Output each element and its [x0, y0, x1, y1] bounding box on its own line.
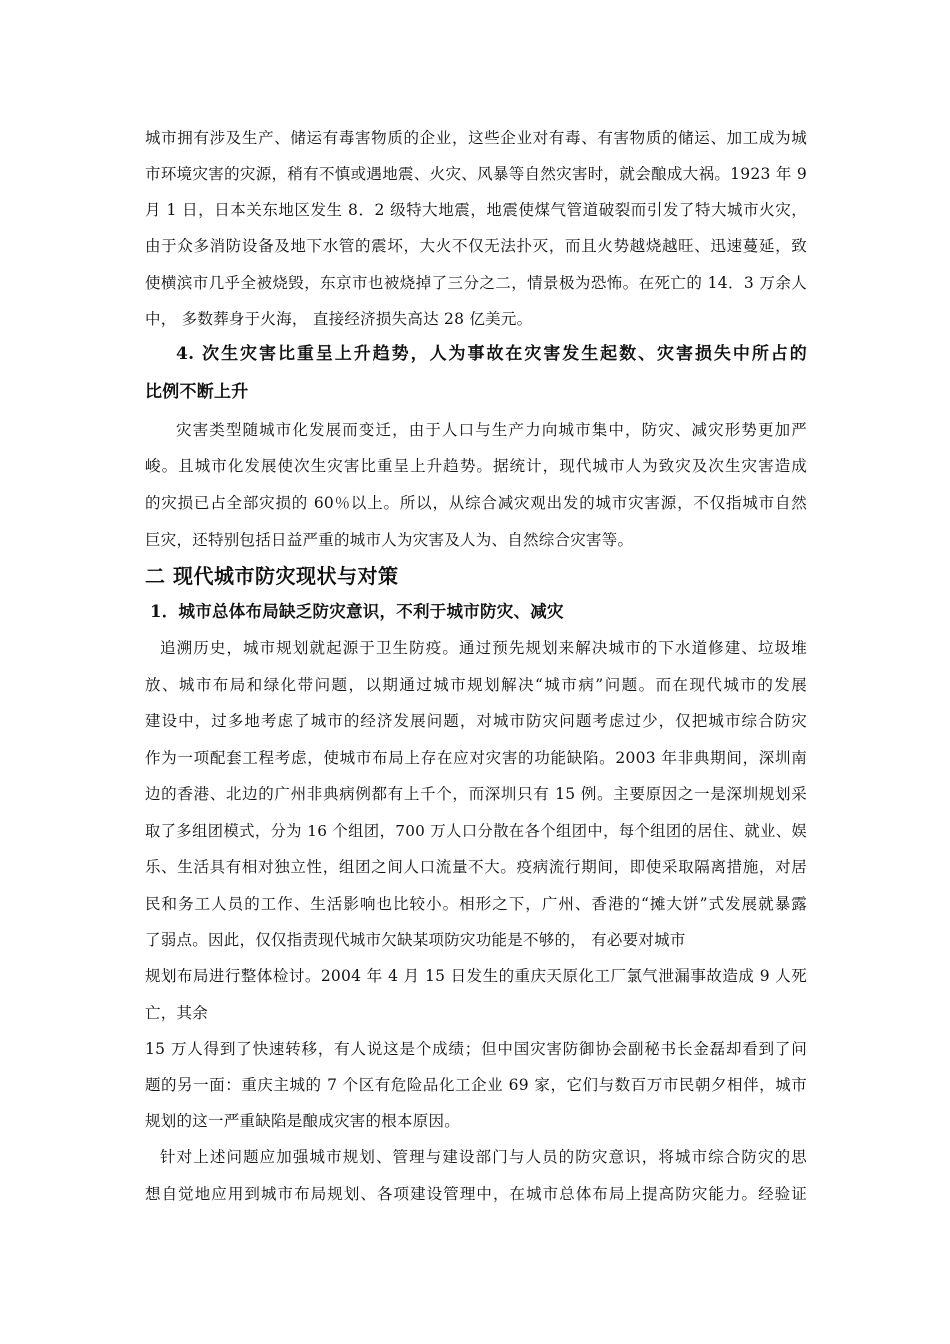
paragraph-3-line-8: 民和务工人员的工作、生活影响也比较小。相形之下，广州、香港的“摊大饼”式发展就暴露 — [145, 895, 807, 913]
paragraph-3-line-12: 15 万人得到了快速转移，有人说这是个成绩；但中国灾害防御协会副秘书长金磊却看到了问 — [145, 1040, 807, 1058]
paragraph-1-line-5: 使横滨市几乎全被烧毁，东京市也被烧掉了三分之二，情景极为恐怖。在死亡的 14．3 万余人 — [145, 274, 807, 292]
paragraph-2-line-3: 的灾损已占全部灾损的 60％以上。所以，从综合减灾观出发的城市灾害源，不仅指城市自然 — [145, 494, 807, 512]
paragraph-3-line-5: 边的香港、北边的广州非典病例都有上千个，而深圳只有 15 例。主要原因之一是深圳规划采 — [145, 785, 807, 803]
paragraph-3-line-9: 了弱点。因此，仅仅指责现代城市欠缺某项防灾功能是不够的， 有必要对城市 — [145, 931, 686, 949]
paragraph-1-line-2: 市环境灾害的灾源，稍有不慎或遇地震、火灾、风暴等自然灾害时，就会酿成大祸。1923 年 9 — [145, 165, 807, 183]
paragraph-4-line-2: 想自觉地应用到城市布局规划、各项建设管理中，在城市总体布局上提高防灾能力。经验证 — [145, 1185, 807, 1203]
paragraph-4-line-1: 针对上述问题应加强城市规划、管理与建设部门与人员的防灾意识，将城市综合防灾的思 — [160, 1148, 807, 1166]
paragraph-1-line-6: 中， 多数葬身于火海， 直接经济损失高达 28 亿美元。 — [145, 310, 533, 328]
paragraph-2-line-4: 巨灾，还特别包括日益严重的城市人为灾害及人为、自然综合灾害等。 — [145, 531, 634, 549]
paragraph-3-line-7: 乐、生活具有相对独立性，组团之间人口流量不大。疫病流行期间，即使采取隔离措施，对居 — [145, 858, 807, 876]
paragraph-3-line-14: 规划的这一严重缺陷是酿成灾害的根本原因。 — [145, 1112, 461, 1130]
paragraph-3-line-11: 亡，其余 — [145, 1004, 209, 1022]
paragraph-1-line-4: 由于众多消防设备及地下水管的震坏，大火不仅无法扑灭，而且火势越烧越旺、迅速蔓延，致 — [145, 237, 807, 255]
paragraph-3-line-10: 规划布局进行整体检讨。2004 年 4 月 15 日发生的重庆天原化工厂氯气泄漏事故造成 9 人死 — [145, 967, 807, 985]
paragraph-2-line-2: 峻。且城市化发展使次生灾害比重呈上升趋势。据统计，现代城市人为致灾及次生灾害造成 — [145, 457, 807, 475]
paragraph-3-line-13: 题的另一面：重庆主城的 7 个区有危险品化工企业 69 家，它们与数百万市民朝夕相伴，城市 — [145, 1076, 807, 1094]
paragraph-3-line-2: 放、城市布局和绿化带问题，以期通过城市规划解决“城市病”问题。而在现代城市的发展 — [145, 676, 807, 694]
paragraph-3-line-4: 作为一项配套工程考虑，使城市布局上存在应对灾害的功能缺陷。2003 年非典期间，深圳南 — [145, 749, 807, 767]
paragraph-2-line-1: 灾害类型随城市化发展而变迁，由于人口与生产力向城市集中，防灾、减灾形势更加严 — [176, 421, 807, 439]
heading-4-line-1: 4. 次生灾害比重呈上升趋势，人为事故在灾害发生起数、灾害损失中所占的 — [176, 344, 807, 364]
heading-4-line-2: 比例不断上升 — [145, 382, 249, 402]
paragraph-1-line-3: 月 1 日，日本关东地区发生 8．2 级特大地震，地震使煤气管道破裂而引发了特大城市火灾， — [145, 201, 807, 219]
subsection-1-title: 1．城市总体布局缺乏防灾意识，不利于城市防灾、减灾 — [150, 602, 564, 621]
paragraph-3-line-1: 追溯历史，城市规划就起源于卫生防疫。通过预先规划来解决城市的下水道修建、垃圾堆 — [160, 639, 807, 657]
paragraph-1-line-1: 城市拥有涉及生产、储运有毒害物质的企业，这些企业对有毒、有害物质的储运、加工成为城 — [145, 129, 807, 147]
section-title: 二 现代城市防灾现状与对策 — [145, 564, 399, 588]
paragraph-3-line-3: 建设中，过多地考虑了城市的经济发展问题，对城市防灾问题考虑过少，仅把城市综合防灾 — [145, 712, 807, 730]
paragraph-3-line-6: 取了多组团模式，分为 16 个组团，700 万人口分散在各个组团中，每个组团的居住、就业、娱 — [145, 822, 807, 840]
